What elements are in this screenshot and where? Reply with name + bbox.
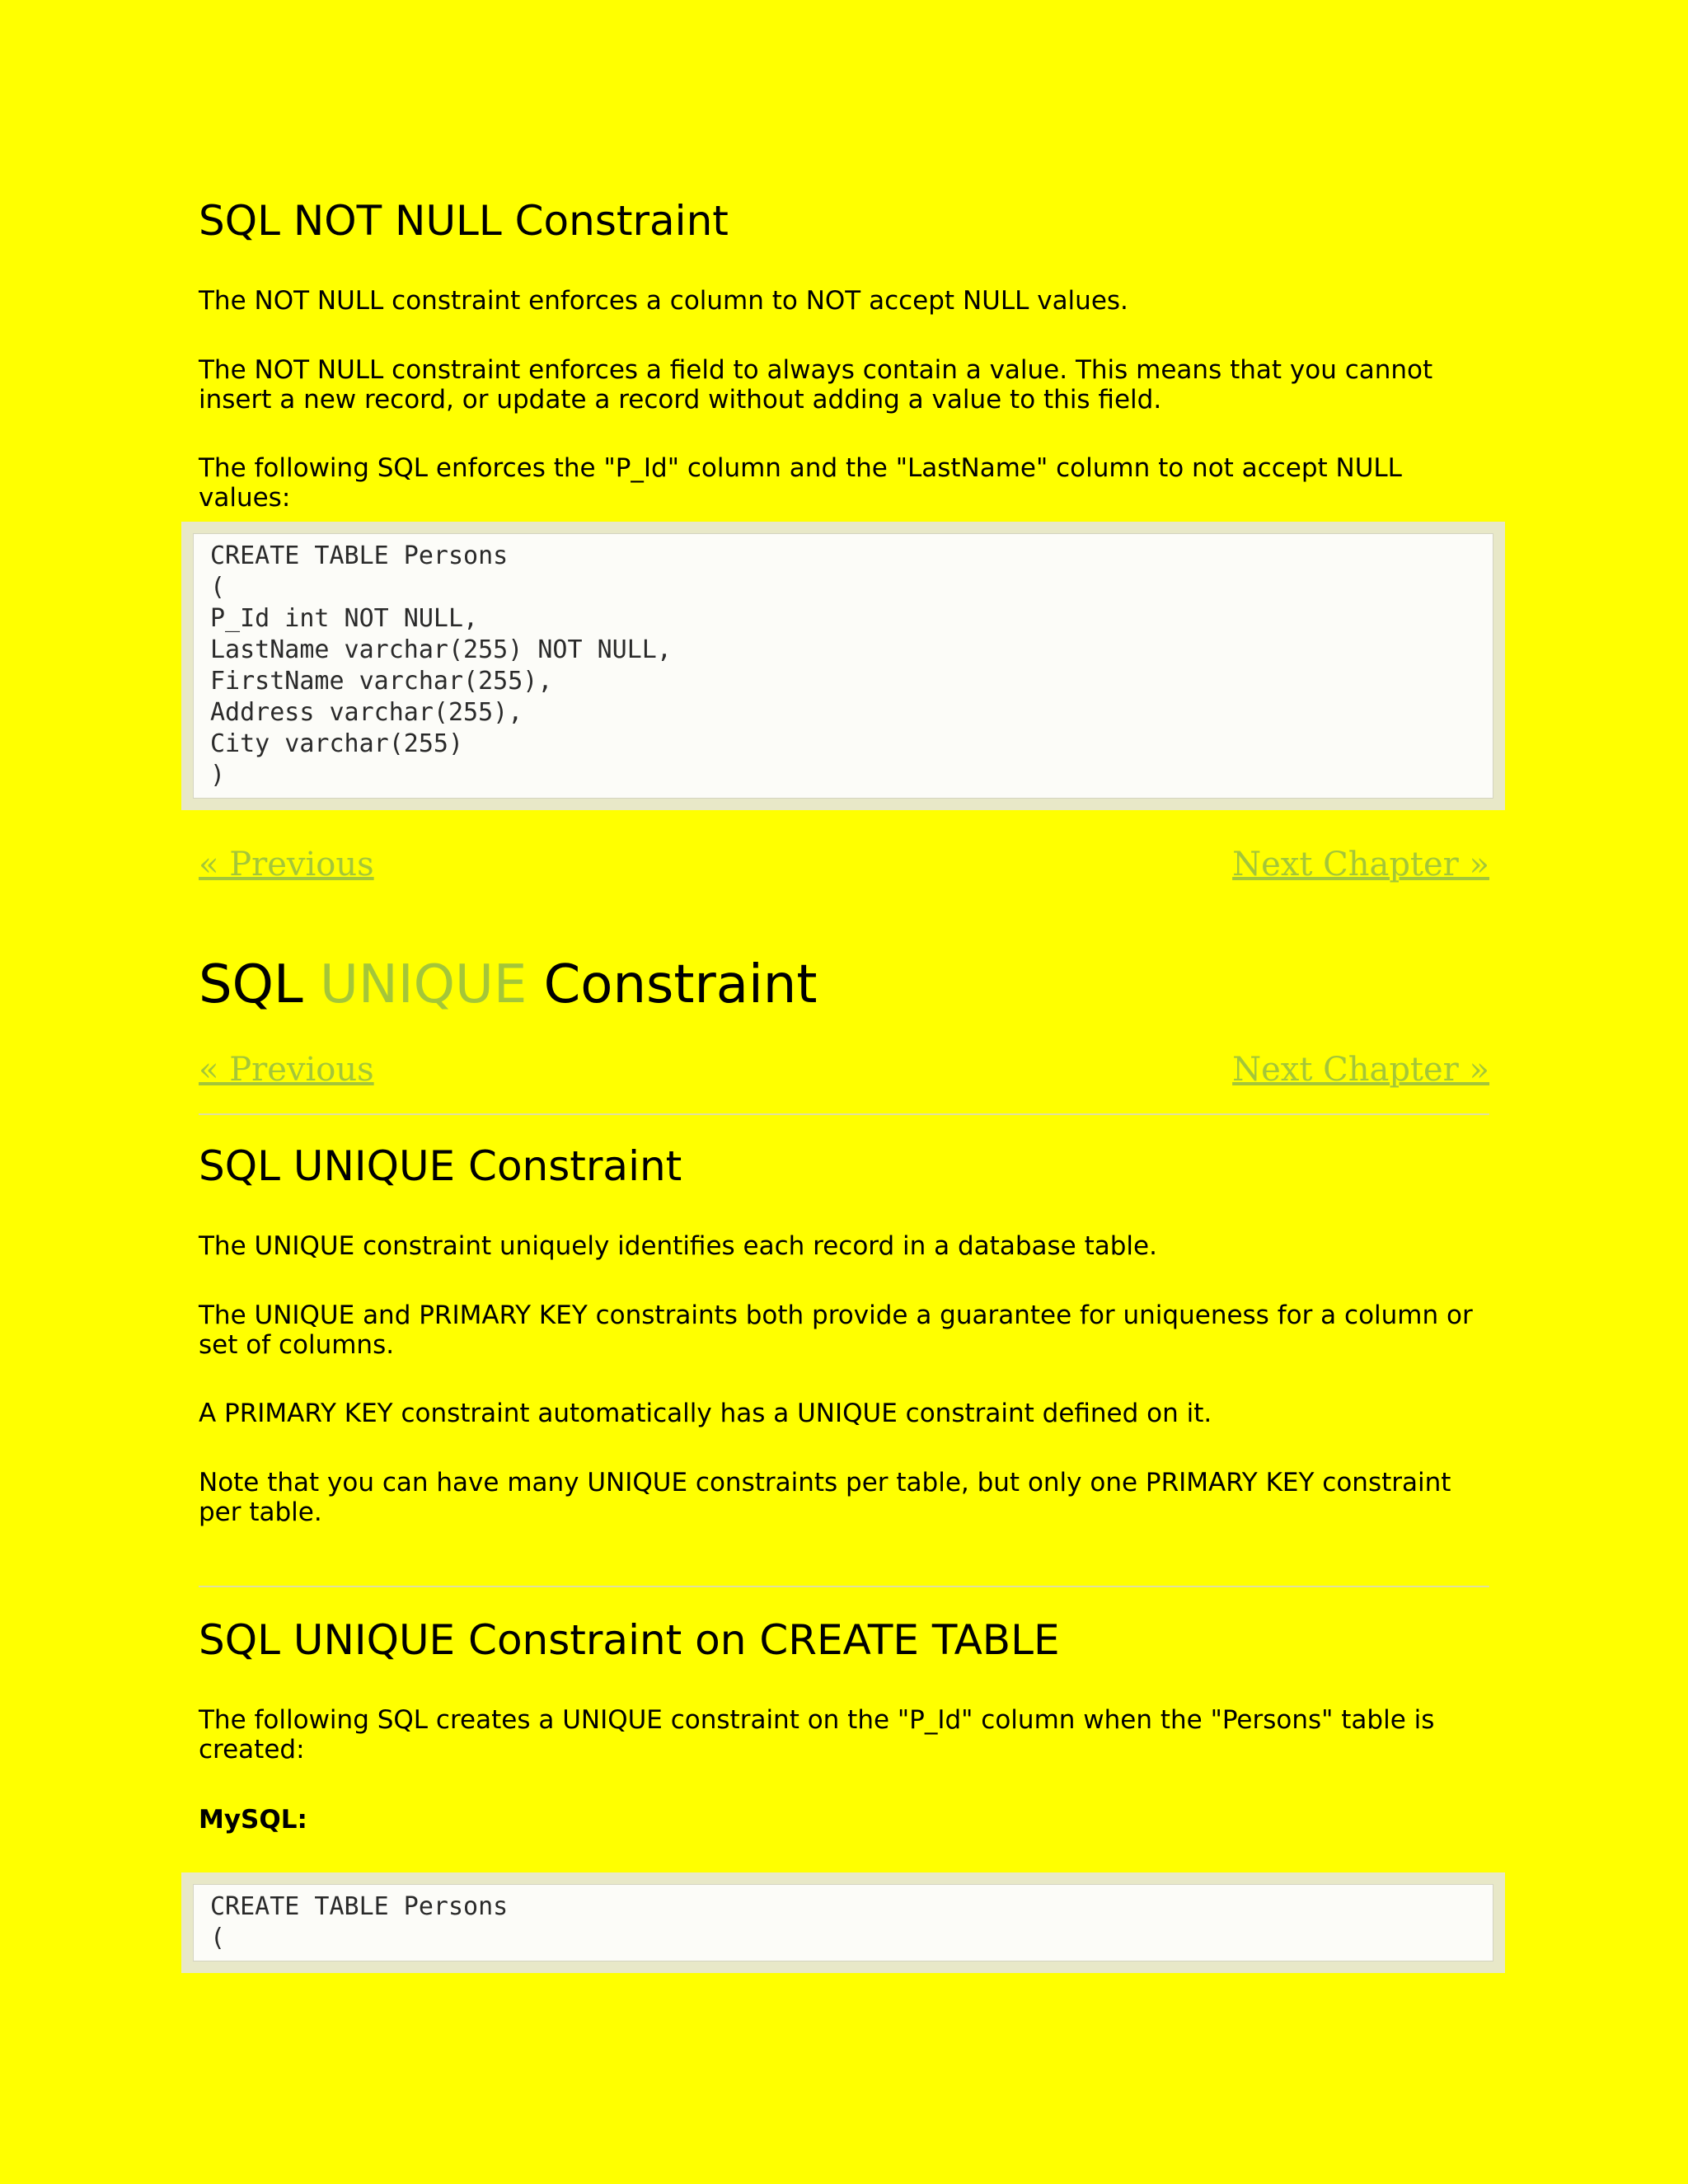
code-line: CREATE TABLE Persons	[210, 1892, 509, 1921]
divider	[199, 1113, 1489, 1115]
paragraph: A PRIMARY KEY constraint automatically has a UNIQUE constraint defined on it.	[199, 1399, 1212, 1428]
code-example	[181, 522, 1505, 810]
page-title-part: SQL	[199, 954, 320, 1015]
section-heading-unique: SQL UNIQUE Constraint	[199, 1142, 682, 1190]
code-line: Address varchar(255),	[210, 698, 523, 727]
code-block	[193, 1884, 1493, 1961]
code-line: P_Id int NOT NULL,	[210, 604, 479, 633]
code-line: CREATE TABLE Persons	[210, 541, 509, 570]
section-heading-not-null: SQL NOT NULL Constraint	[199, 197, 729, 245]
code-example	[181, 1872, 1505, 1973]
page-title-accent: UNIQUE	[320, 954, 528, 1015]
code-line: (	[210, 1924, 226, 1952]
page-title	[199, 954, 817, 1017]
code-line: FirstName varchar(255),	[210, 667, 553, 696]
previous-link[interactable]: « Previous	[199, 1051, 374, 1089]
next-chapter-link[interactable]: Next Chapter »	[1232, 846, 1489, 883]
code-line: )	[210, 761, 226, 790]
divider	[199, 1586, 1489, 1587]
previous-link[interactable]: « Previous	[199, 846, 374, 883]
paragraph: The following SQL creates a UNIQUE constraint on the "P_Id" column when the "Persons" table is created:	[199, 1705, 1435, 1765]
code-line: (	[210, 573, 226, 602]
code-line: LastName varchar(255) NOT NULL,	[210, 635, 672, 664]
code-language-label: MySQL:	[199, 1805, 307, 1835]
next-chapter-link[interactable]: Next Chapter »	[1232, 1051, 1489, 1089]
paragraph: The NOT NULL constraint enforces a field to always contain a value. This means that you cannot insert a new record, or update a record without adding a value to this field.	[199, 355, 1433, 415]
paragraph: The UNIQUE and PRIMARY KEY constraints both provide a guarantee for uniqueness for a column or set of columns.	[199, 1301, 1473, 1360]
paragraph: The UNIQUE constraint uniquely identifies each record in a database table.	[199, 1231, 1157, 1261]
code-line: City varchar(255)	[210, 729, 464, 758]
section-heading-create-table: SQL UNIQUE Constraint on CREATE TABLE	[199, 1616, 1060, 1664]
page-title-part: Constraint	[527, 954, 818, 1015]
code-block	[193, 533, 1493, 799]
paragraph: Note that you can have many UNIQUE constraints per table, but only one PRIMARY KEY constraint per table.	[199, 1468, 1451, 1527]
paragraph: The following SQL enforces the "P_Id" column and the "LastName" column to not accept NULL values:	[199, 453, 1402, 513]
paragraph: The NOT NULL constraint enforces a column to NOT accept NULL values.	[199, 286, 1128, 316]
